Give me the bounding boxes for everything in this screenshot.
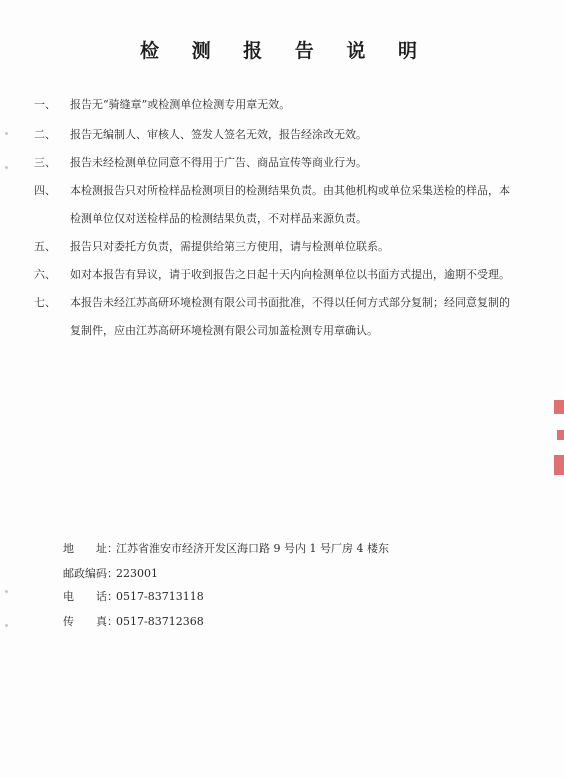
clause-text: 如对本报告有异议，请于收到报告之日起十天内向检测单位以书面方式提出，逾期不受理。	[70, 268, 510, 281]
postcode-value: 223001	[116, 567, 158, 580]
scan-dot-icon	[5, 166, 8, 169]
phone-label: 电 话：	[63, 590, 118, 603]
address-value: 江苏省淮安市经济开发区海口路 9 号内 1 号厂房 4 楼东	[116, 542, 389, 555]
clause-text-continued: 复制件，应由江苏高研环境检测有限公司加盖检测专用章确认。	[70, 324, 378, 337]
clause-text: 报告未经检测单位同意不得用于广告、商品宣传等商业行为。	[70, 156, 367, 169]
clause-text: 报告无编制人、审核人、签发人签名无效，报告经涂改无效。	[70, 128, 367, 141]
clause-number: 二、	[34, 128, 56, 141]
page-title: 检 测 报 告 说 明	[139, 40, 431, 62]
seal-fragment-icon	[554, 400, 564, 414]
phone-value: 0517-83713118	[116, 590, 204, 603]
postcode-line	[63, 566, 158, 582]
clause-number: 七、	[34, 296, 56, 309]
seal-fragment-icon	[557, 430, 564, 440]
clause-number: 五、	[34, 240, 56, 253]
scan-dot-icon	[5, 590, 8, 593]
fax-line	[63, 614, 204, 630]
clause-number: 六、	[34, 268, 56, 281]
postcode-label: 邮政编码：	[63, 567, 118, 580]
clause-text: 报告无“骑缝章”或检测单位检测专用章无效。	[70, 98, 291, 111]
clause-text: 本报告未经江苏高研环境检测有限公司书面批准，不得以任何方式部分复制；经同意复制的	[70, 296, 510, 309]
address-label: 地 址：	[63, 542, 118, 555]
clause-number: 三、	[34, 156, 56, 169]
clause-number: 一、	[34, 98, 56, 111]
fax-value: 0517-83712368	[116, 615, 204, 628]
address-line	[63, 541, 389, 557]
fax-label: 传 真：	[63, 615, 118, 628]
phone-line	[63, 589, 204, 605]
seal-fragment-icon	[554, 455, 564, 475]
scan-dot-icon	[5, 132, 8, 135]
clause-text-continued: 检测单位仅对送检样品的检测结果负责，不对样品来源负责。	[70, 212, 367, 225]
scan-dot-icon	[5, 624, 8, 627]
clause-text: 报告只对委托方负责，需提供给第三方使用，请与检测单位联系。	[70, 240, 389, 253]
clause-text: 本检测报告只对所检样品检测项目的检测结果负责。由其他机构或单位采集送检的样品，本	[70, 184, 510, 197]
clause-number: 四、	[34, 184, 56, 197]
